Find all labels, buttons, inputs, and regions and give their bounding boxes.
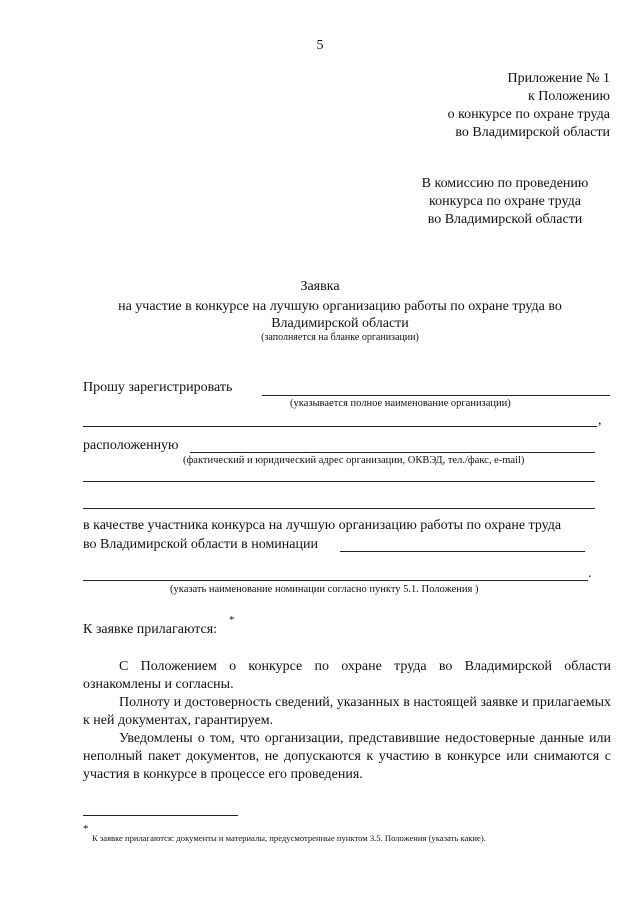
paragraph-3-text: Уведомлены о том, что организации, представившие недостоверные данные или неполный пакет документов, не допускаются к участию в конкурсе или снимаются с участия в конкурсе в процессе его проведения. (83, 731, 611, 782)
paragraph-1-text: С Положением о конкурсе по охране труда во Владимирской области ознакомлены и согласны. (83, 659, 611, 692)
nomination-dot: . (588, 566, 592, 581)
organization-name-field[interactable] (262, 395, 610, 396)
subtitle-line-1: на участие в конкурсе на лучшую организацию работы по охране труда во (118, 299, 562, 314)
annex-header (448, 70, 610, 142)
register-label: Прошу зарегистрировать (83, 380, 233, 395)
addressee-line-3: во Владимирской области (427, 212, 583, 227)
participant-text-line-1: в качестве участника конкурса на лучшую организацию работы по охране труда (83, 518, 562, 533)
annex-line-4: во Владимирской области (455, 125, 610, 140)
subtitle-line-2: Владимирской области (271, 316, 409, 331)
address-field[interactable] (190, 452, 595, 453)
annex-line-3: о конкурсе по охране труда (447, 107, 610, 122)
nomination-field-line-2[interactable] (83, 580, 588, 581)
attachments-footnote-mark: * (229, 614, 235, 626)
address-hint: (фактический и юридический адрес организации, ОКВЭД, тел./факс, e-mail) (183, 455, 525, 466)
nomination-hint: (указать наименование номинации согласно пункту 5.1. Положения ) (170, 584, 479, 595)
footnote-text: К заявке прилагаются: документы и материалы, предусмотренные пунктом 3.5. Положения (указать какие). (92, 833, 486, 843)
organization-name-field-line-2[interactable] (83, 426, 597, 427)
addressee-block (405, 175, 605, 229)
address-field-line-2[interactable] (83, 481, 595, 482)
nomination-field[interactable] (340, 551, 585, 552)
paragraph-acknowledgement (83, 658, 611, 694)
page-number: 5 (316, 38, 324, 53)
letterhead-note: (заполняется на бланке организации) (261, 332, 419, 343)
participant-text-line-2: во Владимирской области в номинации (83, 537, 318, 552)
organization-name-hint: (указывается полное наименование организации) (290, 398, 511, 409)
register-comma: , (598, 413, 602, 428)
addressee-line-1: В комиссию по проведению (421, 176, 589, 191)
paragraph-2-text: Полноту и достоверность сведений, указанных в настоящей заявке и прилагаемых к ней документах, гарантируем. (83, 695, 611, 728)
attachments-label: К заявке прилагаются: (83, 622, 218, 637)
address-field-line-3[interactable] (83, 508, 595, 509)
annex-line-2: к Положению (527, 89, 610, 104)
footnote-mark: * (83, 823, 89, 835)
addressee-line-2: конкурса по охране труда (429, 194, 581, 209)
document-subtitle (0, 298, 640, 332)
footnote-separator (83, 815, 238, 816)
located-label: расположенную (83, 438, 179, 453)
annex-line-1: Приложение № 1 (507, 71, 610, 86)
document-title: Заявка (300, 279, 340, 294)
paragraph-guarantee (83, 694, 611, 730)
paragraph-notification (83, 730, 611, 784)
